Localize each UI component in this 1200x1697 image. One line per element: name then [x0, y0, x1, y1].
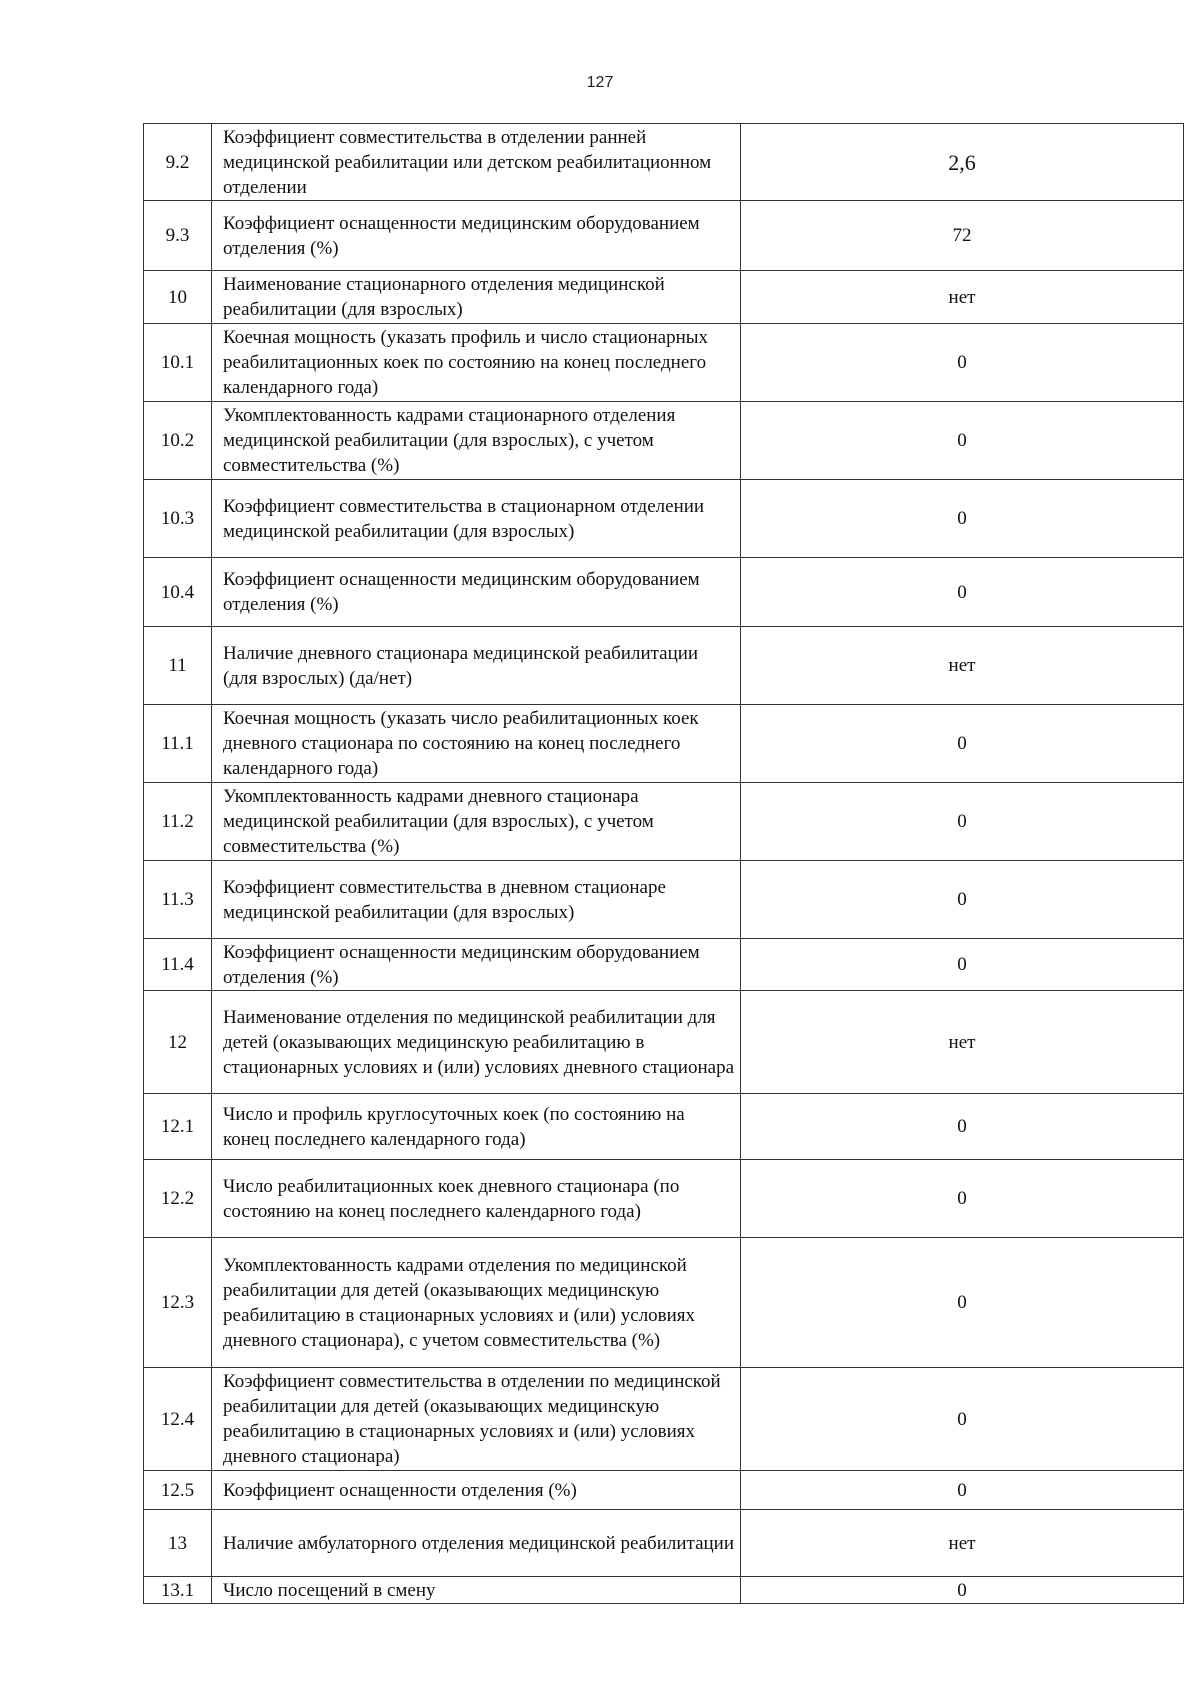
- indicator-value: 2,6: [741, 124, 1184, 201]
- row-number: 10.4: [144, 558, 212, 627]
- table-row: [144, 201, 1184, 271]
- indicator-name: Коэффициент оснащенности медицинским оборудованием отделения (%): [212, 939, 741, 991]
- row-number: 13.1: [144, 1577, 212, 1604]
- indicators-table: [143, 123, 1184, 1604]
- indicator-name: Укомплектованность кадрами стационарного отделения медицинской реабилитации (для взрослых), с учетом совместительства (%): [212, 402, 741, 480]
- indicator-value: 0: [741, 1368, 1184, 1471]
- row-number: 12.5: [144, 1471, 212, 1510]
- row-number: 10: [144, 271, 212, 324]
- table-row: [144, 1510, 1184, 1577]
- indicator-value: 0: [741, 402, 1184, 480]
- indicator-name: Коэффициент совместительства в отделении ранней медицинской реабилитации или детском реабилитационном отделении: [212, 124, 741, 201]
- indicator-name: Наименование отделения по медицинской реабилитации для детей (оказывающих медицинскую реабилитацию в стационарных условиях и (или) условиях дневного стационара: [212, 991, 741, 1094]
- indicator-name: Число посещений в смену: [212, 1577, 741, 1604]
- indicator-name: Коэффициент совместительства в дневном стационаре медицинской реабилитации (для взрослых): [212, 861, 741, 939]
- row-number: 10.2: [144, 402, 212, 480]
- indicator-value: нет: [741, 271, 1184, 324]
- table-row: [144, 783, 1184, 861]
- table-row: [144, 1238, 1184, 1368]
- indicator-value: нет: [741, 627, 1184, 705]
- table-row: [144, 705, 1184, 783]
- indicator-value: 0: [741, 1094, 1184, 1160]
- row-number: 10.3: [144, 480, 212, 558]
- row-number: 12.1: [144, 1094, 212, 1160]
- indicator-name: Наличие амбулаторного отделения медицинской реабилитации: [212, 1510, 741, 1577]
- table-row: [144, 402, 1184, 480]
- row-number: 11.4: [144, 939, 212, 991]
- indicator-value: 0: [741, 861, 1184, 939]
- row-number: 9.2: [144, 124, 212, 201]
- table-row: [144, 627, 1184, 705]
- indicator-value: 0: [741, 1238, 1184, 1368]
- row-number: 11.3: [144, 861, 212, 939]
- row-number: 13: [144, 1510, 212, 1577]
- row-number: 11.2: [144, 783, 212, 861]
- indicator-name: Укомплектованность кадрами отделения по медицинской реабилитации для детей (оказывающих медицинскую реабилитацию в стационарных условиях и (или) условиях дневного стационара), с учетом совместительства (%): [212, 1238, 741, 1368]
- indicator-value: 0: [741, 480, 1184, 558]
- table-row: [144, 1094, 1184, 1160]
- indicator-name: Коэффициент оснащенности отделения (%): [212, 1471, 741, 1510]
- indicator-value: 0: [741, 783, 1184, 861]
- indicator-name: Коэффициент совместительства в стационарном отделении медицинской реабилитации (для взрослых): [212, 480, 741, 558]
- indicator-name: Коэффициент совместительства в отделении по медицинской реабилитации для детей (оказывающих медицинскую реабилитацию в стационарных условиях и (или) условиях дневного стационара): [212, 1368, 741, 1471]
- indicator-value: нет: [741, 991, 1184, 1094]
- indicator-name: Число реабилитационных коек дневного стационара (по состоянию на конец последнего календарного года): [212, 1160, 741, 1238]
- table-row: [144, 991, 1184, 1094]
- row-number: 9.3: [144, 201, 212, 271]
- indicator-name: Коечная мощность (указать число реабилитационных коек дневного стационара по состоянию на конец последнего календарного года): [212, 705, 741, 783]
- table-row: [144, 558, 1184, 627]
- table-row: [144, 939, 1184, 991]
- indicator-name: Наличие дневного стационара медицинской реабилитации (для взрослых) (да/нет): [212, 627, 741, 705]
- table-row: [144, 124, 1184, 201]
- table-row: [144, 271, 1184, 324]
- row-number: 11.1: [144, 705, 212, 783]
- row-number: 12: [144, 991, 212, 1094]
- indicator-value: 0: [741, 324, 1184, 402]
- indicator-name: Наименование стационарного отделения медицинской реабилитации (для взрослых): [212, 271, 741, 324]
- table-row: [144, 480, 1184, 558]
- indicator-value: 72: [741, 201, 1184, 271]
- indicator-value: 0: [741, 705, 1184, 783]
- indicator-value: 0: [741, 1577, 1184, 1604]
- row-number: 10.1: [144, 324, 212, 402]
- indicator-name: Коечная мощность (указать профиль и число стационарных реабилитационных коек по состоянию на конец последнего календарного года): [212, 324, 741, 402]
- table-row: [144, 1368, 1184, 1471]
- table-row: [144, 1577, 1184, 1604]
- indicator-name: Укомплектованность кадрами дневного стационара медицинской реабилитации (для взрослых), с учетом совместительства (%): [212, 783, 741, 861]
- indicator-name: Коэффициент оснащенности медицинским оборудованием отделения (%): [212, 558, 741, 627]
- row-number: 12.2: [144, 1160, 212, 1238]
- page-number: 127: [586, 74, 614, 91]
- indicator-value: 0: [741, 1160, 1184, 1238]
- indicator-name: Коэффициент оснащенности медицинским оборудованием отделения (%): [212, 201, 741, 271]
- indicator-value: нет: [741, 1510, 1184, 1577]
- table-row: [144, 1471, 1184, 1510]
- table-row: [144, 861, 1184, 939]
- indicator-value: 0: [741, 939, 1184, 991]
- row-number: 12.3: [144, 1238, 212, 1368]
- table-row: [144, 1160, 1184, 1238]
- indicator-value: 0: [741, 558, 1184, 627]
- row-number: 11: [144, 627, 212, 705]
- indicator-name: Число и профиль круглосуточных коек (по состоянию на конец последнего календарного года): [212, 1094, 741, 1160]
- table-row: [144, 324, 1184, 402]
- indicator-value: 0: [741, 1471, 1184, 1510]
- row-number: 12.4: [144, 1368, 212, 1471]
